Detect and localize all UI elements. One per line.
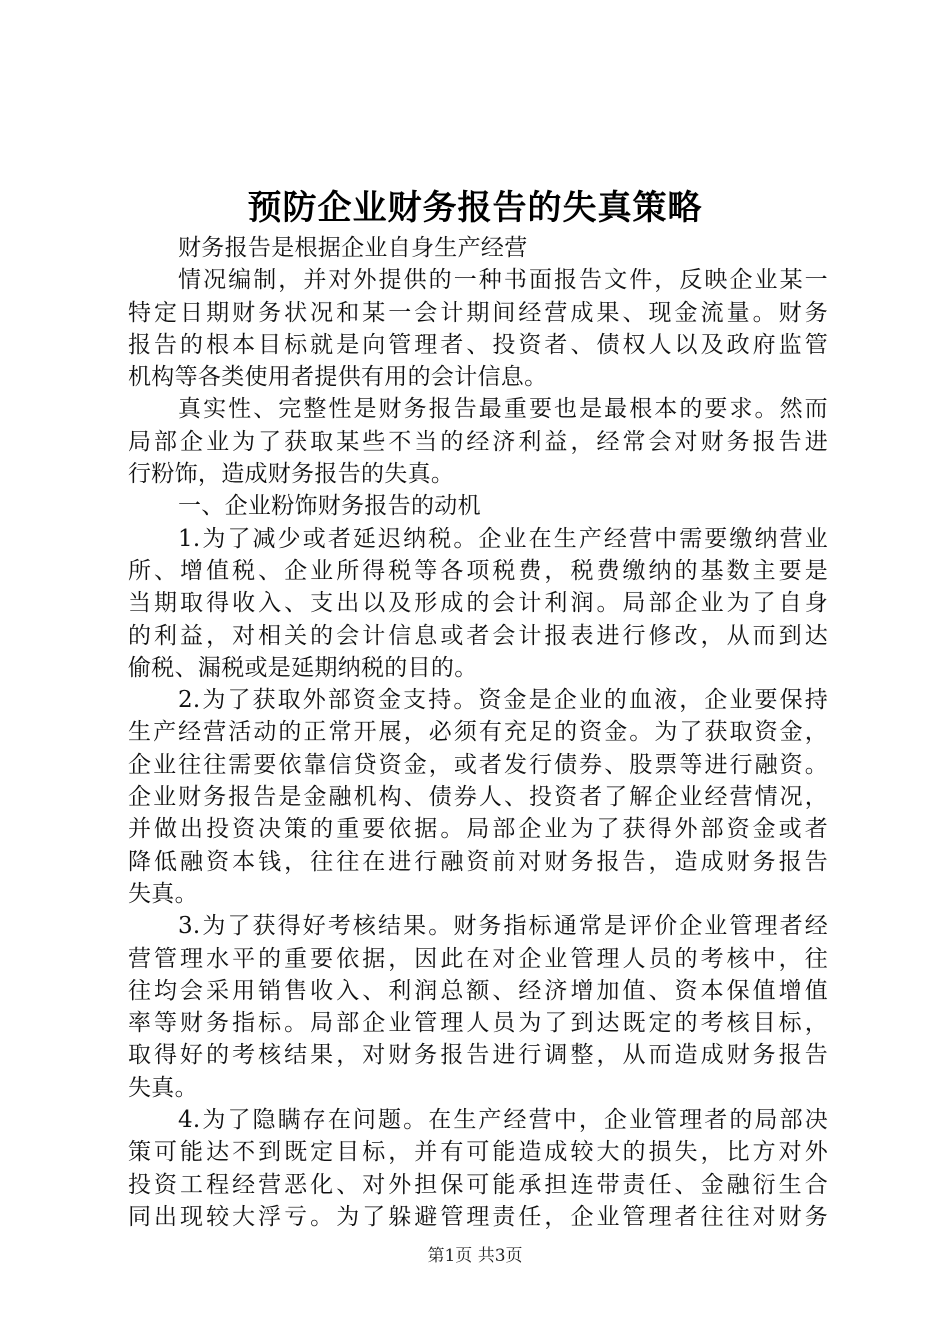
text-line: 失真。 [128,1074,198,1101]
document-body [128,232,828,1233]
text-line: 当期取得收入、支出以及形成的会计利润。局部企业为了自身 [128,590,828,617]
text-line: 降低融资本钱，往往在进行融资前对财务报告，造成财务报告 [128,848,828,875]
text-line: 同出现较大浮亏。为了躲避管理责任，企业管理者往往对财务 [128,1203,828,1230]
text-line: 3.为了获得好考核结果。财务指标通常是评价企业管理者经 [178,913,828,940]
text-line: 率等财务指标。局部企业管理人员为了到达既定的考核目标， [128,1010,828,1037]
text-line: 所、增值税、企业所得税等各项税费，税费缴纳的基数主要是 [128,557,828,584]
text-line: 真实性、完整性是财务报告最重要也是最根本的要求。然而 [178,396,828,423]
text-line: 局部企业为了获取某些不当的经济利益，经常会对财务报告进 [128,428,828,455]
text-line: 机构等各类使用者提供有用的会计信息。 [128,364,548,391]
text-line: 营管理水平的重要依据，因此在对企业管理人员的考核中，往 [128,945,828,972]
text-line: 2.为了获取外部资金支持。资金是企业的血液，企业要保持 [178,687,828,714]
text-line: 的利益，对相关的会计信息或者会计报表进行修改，从而到达 [128,622,828,649]
text-line: 生产经营活动的正常开展，必须有充足的资金。为了获取资金， [128,719,828,746]
text-line: 往均会采用销售收入、利润总额、经济增加值、资本保值增值 [128,977,828,1004]
text-line: 失真。 [128,880,198,907]
page-footer: 第1页 共3页 [427,1246,523,1266]
text-line: 特定日期财务状况和某一会计期间经营成果、现金流量。财务 [128,299,828,326]
text-line: 4.为了隐瞒存在问题。在生产经营中，企业管理者的局部决 [178,1107,828,1134]
text-line: 企业财务报告是金融机构、债券人、投资者了解企业经营情况， [128,784,828,811]
text-line: 1.为了减少或者延迟纳税。企业在生产经营中需要缴纳营业 [178,525,828,552]
text-line: 报告的根本目标就是向管理者、投资者、债权人以及政府监管 [128,331,828,358]
text-line: 取得好的考核结果，对财务报告进行调整，从而造成财务报告 [128,1042,828,1069]
text-line: 并做出投资决策的重要依据。局部企业为了获得外部资金或者 [128,816,828,843]
text-line: 情况编制，并对外提供的一种书面报告文件，反映企业某一 [178,267,828,294]
text-line: 策可能达不到既定目标，并有可能造成较大的损失，比方对外 [128,1139,828,1166]
text-line: 企业往往需要依靠信贷资金，或者发行债券、股票等进行融资。 [128,751,828,778]
text-line: 投资工程经营恶化、对外担保可能承担连带责任、金融衍生合 [128,1171,828,1198]
text-line: 行粉饰，造成财务报告的失真。 [128,461,455,488]
text-line: 偷税、漏税或是延期纳税的目的。 [128,654,478,681]
text-line: 一、企业粉饰财务报告的动机 [178,493,481,520]
document-title: 预防企业财务报告的失真策略 [247,188,703,228]
text-line: 财务报告是根据企业自身生产经营 [178,235,528,261]
